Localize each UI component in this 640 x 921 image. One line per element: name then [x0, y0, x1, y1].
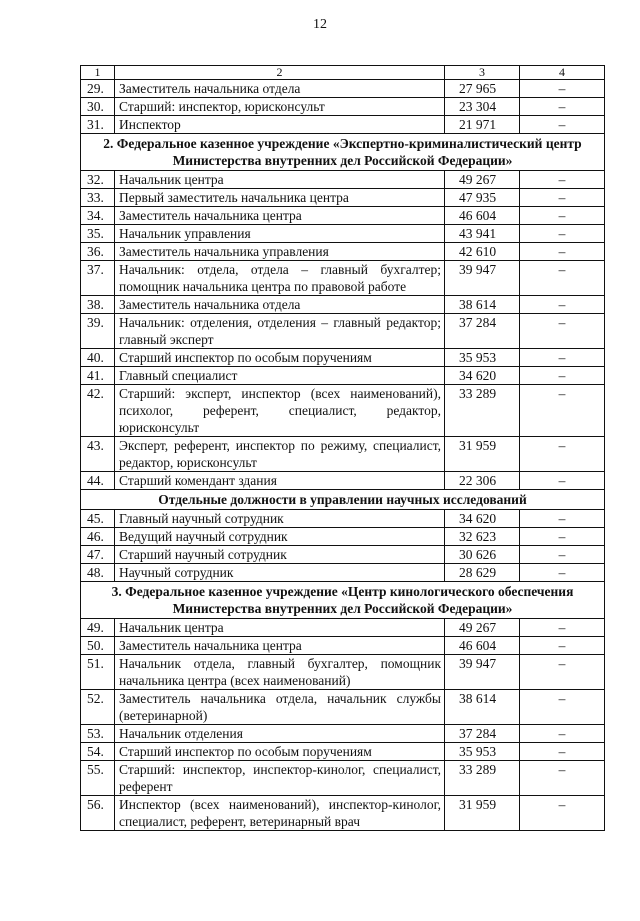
section-heading-row — [81, 582, 605, 619]
table-row — [81, 761, 605, 796]
table-row — [81, 116, 605, 134]
position-number: 50. — [81, 637, 115, 655]
salary-value: 31 959 — [445, 437, 520, 472]
position-number: 47. — [81, 546, 115, 564]
extra-value: – — [520, 116, 605, 134]
position-name: Начальник отделения — [115, 725, 445, 743]
table-row — [81, 690, 605, 725]
position-name: Научный сотрудник — [115, 564, 445, 582]
extra-value: – — [520, 510, 605, 528]
table-header-row — [81, 66, 605, 80]
table-row — [81, 296, 605, 314]
position-number: 46. — [81, 528, 115, 546]
salary-value: 43 941 — [445, 225, 520, 243]
table-row — [81, 472, 605, 490]
position-number: 52. — [81, 690, 115, 725]
header-cell: 4 — [520, 66, 605, 80]
table-row — [81, 171, 605, 189]
position-number: 40. — [81, 349, 115, 367]
extra-value: – — [520, 385, 605, 437]
position-number: 54. — [81, 743, 115, 761]
position-name: Старший инспектор по особым поручениям — [115, 349, 445, 367]
extra-value: – — [520, 619, 605, 637]
position-number: 33. — [81, 189, 115, 207]
table-row — [81, 796, 605, 831]
salary-value: 37 284 — [445, 314, 520, 349]
position-number: 32. — [81, 171, 115, 189]
position-number: 41. — [81, 367, 115, 385]
table-row — [81, 207, 605, 225]
position-name: Главный специалист — [115, 367, 445, 385]
position-name: Инспектор (всех наименований), инспектор-кинолог, специалист, референт, ветеринарный врач — [115, 796, 445, 831]
salary-value: 37 284 — [445, 725, 520, 743]
position-number: 37. — [81, 261, 115, 296]
salary-value: 35 953 — [445, 349, 520, 367]
header-cell: 2 — [115, 66, 445, 80]
table-row — [81, 743, 605, 761]
extra-value: – — [520, 225, 605, 243]
table-row — [81, 437, 605, 472]
section-heading: Отдельные должности в управлении научных исследований — [81, 490, 605, 510]
salary-value: 32 623 — [445, 528, 520, 546]
position-name: Старший научный сотрудник — [115, 546, 445, 564]
salary-value: 22 306 — [445, 472, 520, 490]
position-name: Начальник: отдела, отдела – главный бухгалтер; помощник начальника центра по правовой работе — [115, 261, 445, 296]
extra-value: – — [520, 98, 605, 116]
position-number: 48. — [81, 564, 115, 582]
salary-value: 47 935 — [445, 189, 520, 207]
position-number: 43. — [81, 437, 115, 472]
extra-value: – — [520, 189, 605, 207]
extra-value: – — [520, 743, 605, 761]
salary-value: 23 304 — [445, 98, 520, 116]
position-number: 38. — [81, 296, 115, 314]
section-heading: 3. Федеральное казенное учреждение «Центр кинологического обеспечения Министерства внутренних дел Российской Федерации» — [81, 582, 605, 619]
position-name: Начальник управления — [115, 225, 445, 243]
table-row — [81, 243, 605, 261]
table-row — [81, 564, 605, 582]
table-row — [81, 189, 605, 207]
table-row — [81, 367, 605, 385]
table-row — [81, 98, 605, 116]
extra-value: – — [520, 261, 605, 296]
extra-value: – — [520, 296, 605, 314]
header-cell: 1 — [81, 66, 115, 80]
salary-value: 21 971 — [445, 116, 520, 134]
salary-value: 30 626 — [445, 546, 520, 564]
position-number: 29. — [81, 80, 115, 98]
section-heading: 2. Федеральное казенное учреждение «Экспертно-криминалистический центр Министерства внутренних дел Российской Федерации» — [81, 134, 605, 171]
position-number: 49. — [81, 619, 115, 637]
position-name: Старший: инспектор, юрисконсульт — [115, 98, 445, 116]
extra-value: – — [520, 655, 605, 690]
position-number: 34. — [81, 207, 115, 225]
salary-value: 38 614 — [445, 690, 520, 725]
salary-table — [80, 65, 605, 831]
position-name: Эксперт, референт, инспектор по режиму, специалист, редактор, юрисконсульт — [115, 437, 445, 472]
position-number: 53. — [81, 725, 115, 743]
extra-value: – — [520, 367, 605, 385]
salary-value: 39 947 — [445, 261, 520, 296]
table-row — [81, 385, 605, 437]
position-name: Старший: инспектор, инспектор-кинолог, специалист, референт — [115, 761, 445, 796]
salary-value: 27 965 — [445, 80, 520, 98]
salary-value: 38 614 — [445, 296, 520, 314]
extra-value: – — [520, 243, 605, 261]
position-number: 31. — [81, 116, 115, 134]
salary-value: 39 947 — [445, 655, 520, 690]
table-row — [81, 528, 605, 546]
table-row — [81, 261, 605, 296]
position-number: 35. — [81, 225, 115, 243]
position-number: 51. — [81, 655, 115, 690]
position-number: 56. — [81, 796, 115, 831]
table-row — [81, 225, 605, 243]
extra-value: – — [520, 207, 605, 225]
salary-value: 33 289 — [445, 385, 520, 437]
position-name: Начальник центра — [115, 619, 445, 637]
position-name: Начальник отдела, главный бухгалтер, помощник начальника центра (всех наименований) — [115, 655, 445, 690]
extra-value: – — [520, 690, 605, 725]
salary-value: 28 629 — [445, 564, 520, 582]
extra-value: – — [520, 725, 605, 743]
position-name: Заместитель начальника отдела — [115, 296, 445, 314]
table-row — [81, 619, 605, 637]
table-row — [81, 655, 605, 690]
table-row — [81, 637, 605, 655]
position-number: 36. — [81, 243, 115, 261]
position-number: 45. — [81, 510, 115, 528]
position-name: Старший инспектор по особым поручениям — [115, 743, 445, 761]
salary-value: 34 620 — [445, 367, 520, 385]
salary-value: 31 959 — [445, 796, 520, 831]
salary-value: 33 289 — [445, 761, 520, 796]
salary-value: 46 604 — [445, 207, 520, 225]
extra-value: – — [520, 349, 605, 367]
position-name: Начальник центра — [115, 171, 445, 189]
position-name: Старший: эксперт, инспектор (всех наименований), психолог, референт, специалист, редактор, юрисконсульт — [115, 385, 445, 437]
extra-value: – — [520, 546, 605, 564]
table-row — [81, 349, 605, 367]
extra-value: – — [520, 437, 605, 472]
position-name: Начальник: отделения, отделения – главный редактор; главный эксперт — [115, 314, 445, 349]
extra-value: – — [520, 637, 605, 655]
position-number: 39. — [81, 314, 115, 349]
position-name: Инспектор — [115, 116, 445, 134]
extra-value: – — [520, 171, 605, 189]
salary-value: 34 620 — [445, 510, 520, 528]
table-row — [81, 314, 605, 349]
extra-value: – — [520, 472, 605, 490]
position-name: Заместитель начальника отдела — [115, 80, 445, 98]
position-name: Заместитель начальника центра — [115, 207, 445, 225]
salary-value: 49 267 — [445, 171, 520, 189]
extra-value: – — [520, 314, 605, 349]
page-number: 12 — [313, 17, 327, 32]
position-number: 44. — [81, 472, 115, 490]
extra-value: – — [520, 80, 605, 98]
table-row — [81, 546, 605, 564]
section-heading-row — [81, 134, 605, 171]
position-name: Заместитель начальника отдела, начальник службы (ветеринарной) — [115, 690, 445, 725]
header-cell: 3 — [445, 66, 520, 80]
table-row — [81, 510, 605, 528]
section-heading-row — [81, 490, 605, 510]
position-name: Старший комендант здания — [115, 472, 445, 490]
salary-value: 46 604 — [445, 637, 520, 655]
position-name: Заместитель начальника управления — [115, 243, 445, 261]
extra-value: – — [520, 528, 605, 546]
salary-value: 35 953 — [445, 743, 520, 761]
extra-value: – — [520, 761, 605, 796]
position-number: 30. — [81, 98, 115, 116]
extra-value: – — [520, 564, 605, 582]
position-number: 55. — [81, 761, 115, 796]
table-row — [81, 725, 605, 743]
salary-value: 42 610 — [445, 243, 520, 261]
salary-value: 49 267 — [445, 619, 520, 637]
position-number: 42. — [81, 385, 115, 437]
extra-value: – — [520, 796, 605, 831]
position-name: Главный научный сотрудник — [115, 510, 445, 528]
table-row — [81, 80, 605, 98]
position-name: Первый заместитель начальника центра — [115, 189, 445, 207]
position-name: Ведущий научный сотрудник — [115, 528, 445, 546]
position-name: Заместитель начальника центра — [115, 637, 445, 655]
